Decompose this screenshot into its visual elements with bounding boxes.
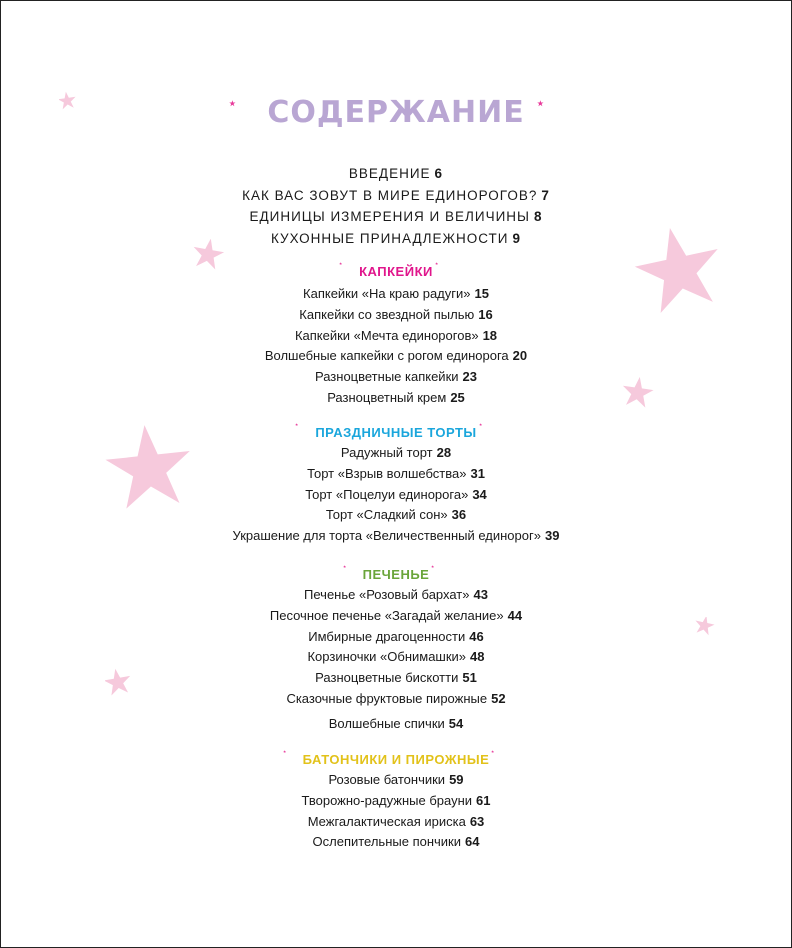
entry-page: 8 (533, 209, 543, 224)
toc-entry[interactable] (1, 388, 791, 409)
entry-page: 20 (512, 348, 528, 364)
pink-star-icon (339, 262, 357, 280)
entry-label: КАК ВАС ЗОВУТ В МИРЕ ЕДИНОРОГОВ? (242, 187, 538, 203)
entry-label: Ослепительные пончики (312, 834, 462, 850)
page-title: СОДЕРЖАНИЕ (267, 95, 525, 130)
toc-entry[interactable] (1, 832, 791, 853)
section-items-cupcakes (1, 284, 791, 409)
entry-label: Разноцветные капкейки (314, 369, 459, 385)
entry-label: Капкейки со звездной пылью (299, 306, 475, 322)
entry-page: 52 (491, 690, 506, 706)
section-heading-cupcakes (1, 262, 791, 280)
entry-page: 23 (462, 369, 477, 385)
pink-star-icon (537, 100, 563, 126)
entry-label: Торт «Взрыв волшебства» (307, 465, 467, 481)
section-items-cookies (1, 585, 791, 735)
entry-label: Розовые батончики (328, 772, 446, 787)
section-title: ПЕЧЕНЬЕ (362, 566, 430, 582)
pink-star-icon (229, 100, 255, 126)
entry-label: Разноцветные бискотти (315, 670, 459, 686)
entry-label: Волшебные спички (328, 715, 445, 731)
entry-label: Волшебные капкейки с рогом единорога (264, 348, 509, 364)
entry-page: 9 (512, 230, 521, 246)
entry-page: 43 (473, 587, 488, 602)
toc-entry[interactable] (1, 770, 791, 791)
entry-label: Торт «Поцелуи единорога» (305, 486, 469, 502)
entry-page: 7 (541, 187, 550, 203)
entry-label: ВВЕДЕНИЕ (348, 166, 431, 181)
entry-page: 64 (465, 834, 480, 850)
entry-label: КУХОННЫЕ ПРИНАДЛЕЖНОСТИ (271, 230, 509, 246)
pink-star-icon (479, 423, 497, 441)
section-heading-cookies (1, 565, 791, 583)
pink-star-icon (431, 565, 449, 583)
entry-page: 28 (436, 445, 452, 460)
toc-entry[interactable] (1, 464, 791, 485)
toc-entry[interactable] (1, 714, 791, 735)
entry-label: Капкейки «Мечта единорогов» (294, 327, 479, 343)
entry-label: Торт «Сладкий сон» (325, 507, 448, 523)
entry-page: 15 (474, 286, 489, 301)
entry-label: Украшение для торта «Величественный единорог» (232, 528, 541, 544)
entry-label: Имбирные драгоценности (308, 628, 466, 644)
entry-page: 31 (470, 465, 485, 481)
toc-entry[interactable] (1, 627, 791, 648)
entry-page: 48 (470, 649, 485, 665)
toc-entry[interactable] (1, 326, 791, 347)
toc-entry[interactable] (1, 185, 791, 207)
entry-page: 51 (462, 670, 477, 686)
entry-page: 16 (478, 306, 493, 322)
section-heading-bars (1, 750, 791, 768)
toc-entry[interactable] (1, 305, 791, 326)
section-title: КАПКЕЙКИ (359, 263, 433, 279)
entry-page: 36 (451, 507, 467, 523)
toc-entry[interactable] (1, 367, 791, 388)
entry-page: 39 (544, 528, 560, 544)
pink-star-icon (295, 423, 313, 441)
entry-page: 61 (476, 792, 491, 808)
entry-page: 18 (482, 327, 498, 343)
toc-entry[interactable] (1, 443, 791, 464)
section-title: ПРАЗДНИЧНЫЕ ТОРТЫ (315, 424, 477, 440)
entry-label: Песочное печенье «Загадай желание» (269, 607, 504, 623)
toc-entry[interactable] (1, 526, 791, 547)
pink-star-icon (283, 750, 301, 768)
pink-star-icon (435, 262, 453, 280)
entry-page: 59 (449, 772, 464, 787)
pink-star-icon (343, 565, 361, 583)
title-row (1, 95, 791, 130)
entry-label: Печенье «Розовый бархат» (304, 587, 470, 602)
entry-label: Творожно-радужные брауни (301, 792, 473, 808)
entry-page: 54 (448, 715, 464, 731)
toc-entry[interactable] (1, 647, 791, 668)
entry-label: Межгалактическая ириска (307, 813, 466, 829)
toc-entry[interactable] (1, 606, 791, 627)
toc-entry[interactable] (1, 228, 791, 250)
entry-label: Разноцветный крем (327, 389, 447, 405)
entry-page: 25 (450, 389, 465, 405)
entry-label: ЕДИНИЦЫ ИЗМЕРЕНИЯ И ВЕЛИЧИНЫ (249, 209, 530, 224)
section-items-bars (1, 770, 791, 853)
toc-entry[interactable] (1, 206, 791, 228)
section-heading-cakes (1, 423, 791, 441)
toc-entry[interactable] (1, 485, 791, 506)
entry-label: Радужный торт (340, 445, 433, 460)
toc-entry[interactable] (1, 585, 791, 606)
entry-label: Капкейки «На краю радуги» (303, 286, 471, 301)
entry-page: 46 (469, 628, 484, 644)
entry-page: 6 (434, 166, 444, 181)
entry-page: 34 (472, 486, 487, 502)
toc-entry[interactable] (1, 505, 791, 526)
toc-entry[interactable] (1, 163, 791, 185)
toc-entry[interactable] (1, 284, 791, 305)
section-title: БАТОНЧИКИ И ПИРОЖНЫЕ (302, 751, 490, 767)
toc-entry[interactable] (1, 689, 791, 710)
entry-label: Сказочные фруктовые пирожные (286, 690, 488, 706)
intro-list (1, 163, 791, 249)
entry-label: Корзиночки «Обнимашки» (307, 649, 467, 665)
entry-page: 44 (507, 607, 523, 623)
section-items-cakes (1, 443, 791, 547)
toc-entry[interactable] (1, 346, 791, 367)
toc-entry[interactable] (1, 668, 791, 689)
toc-entry[interactable] (1, 791, 791, 812)
toc-entry[interactable] (1, 812, 791, 833)
pink-star-icon (491, 750, 509, 768)
entry-page: 63 (469, 813, 485, 829)
